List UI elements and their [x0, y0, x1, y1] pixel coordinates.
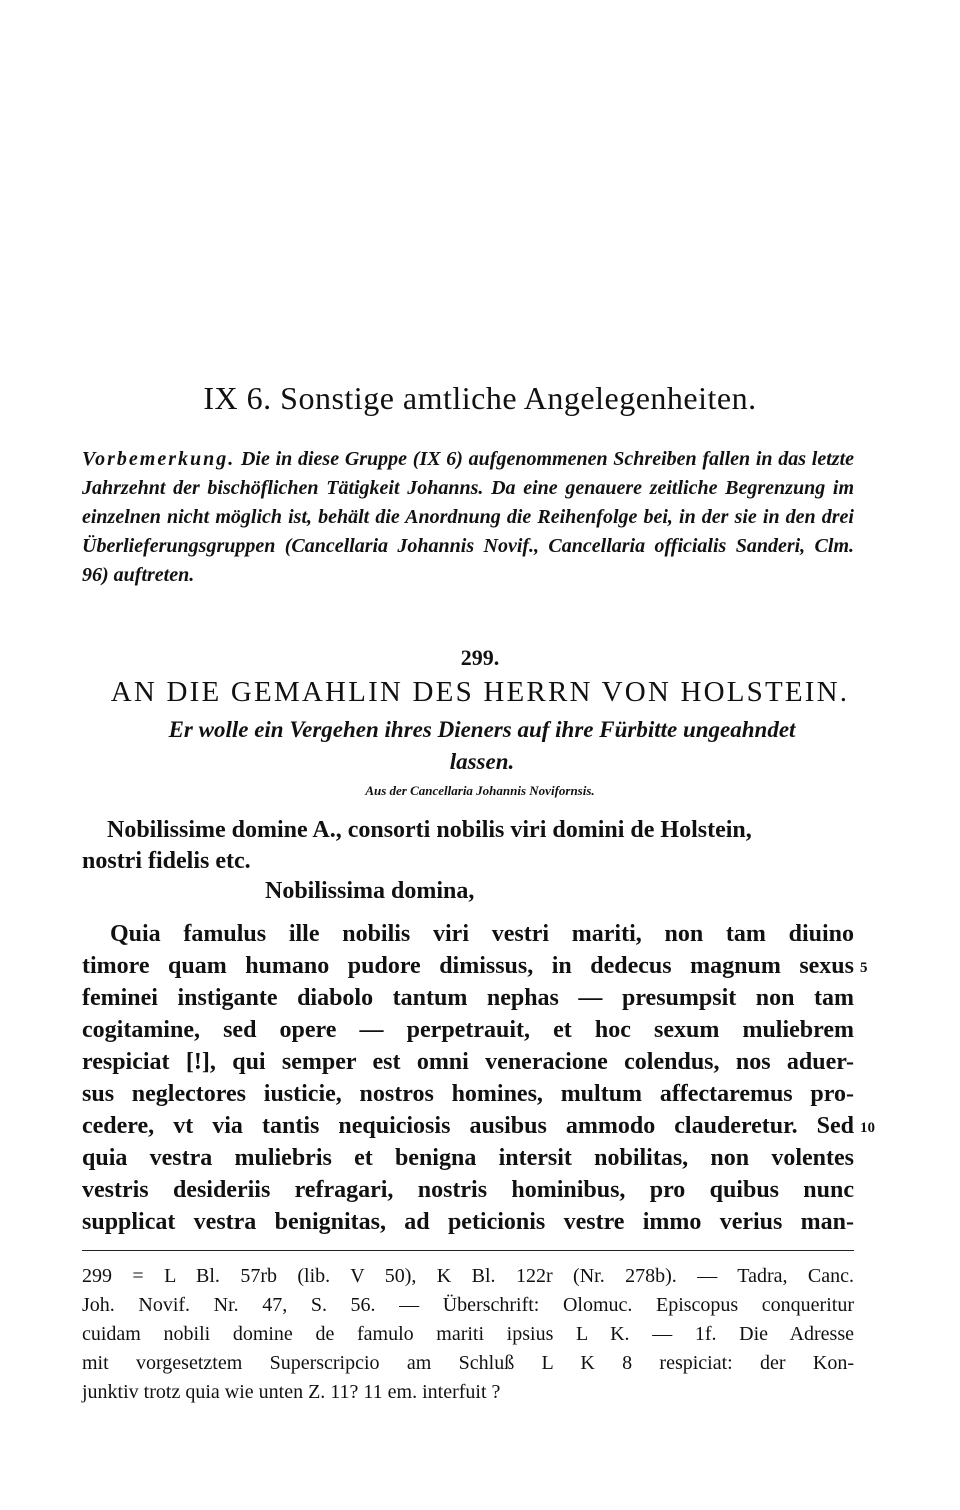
body-line: vestris desideriis refragari, nostris hominibus, pro quibus nunc	[82, 1177, 854, 1203]
body-line: Quia famulus ille nobilis viri vestri mariti, non tam diuino	[110, 921, 854, 947]
footnote-divider	[82, 1250, 854, 1251]
line-number-10: 10	[860, 1120, 875, 1136]
footnote-line: Joh. Novif. Nr. 47, S. 56. — Überschrift: Olomuc. Episcopus conqueritur	[82, 1294, 854, 1316]
body-line: cogitamine, sed opere — perpetrauit, et hoc sexum muliebrem	[82, 1017, 854, 1043]
body-line: cedere, vt via tantis nequiciosis ausibus ammodo clauderetur. Sed	[82, 1113, 854, 1139]
letter-body	[82, 918, 854, 1238]
body-line: respiciat [!], qui semper est omni veneracione colendus, nos aduer-	[82, 1049, 854, 1075]
footnote-line: cuidam nobili domine de famulo mariti ipsius L K. — 1f. Die Adresse	[82, 1323, 854, 1345]
salutation: Nobilissima domina,	[265, 878, 475, 904]
preliminary-note-label: Vorbemerkung.	[82, 448, 236, 470]
summary-line-1: Er wolle ein Vergehen ihres Dieners auf ihre Fürbitte ungeahndet	[168, 717, 796, 742]
document-summary	[82, 714, 882, 778]
address-line-1: Nobilissime domine A., consorti nobilis viri domini de Holstein,	[107, 817, 752, 843]
document-title: AN DIE GEMAHLIN DES HERRN VON HOLSTEIN.	[110, 676, 850, 708]
letter-address	[82, 815, 872, 877]
section-heading: IX 6. Sonstige amtliche Angelegenheiten.	[203, 380, 757, 416]
document-number: 299.	[460, 645, 500, 670]
line-number-5: 5	[860, 960, 868, 976]
body-line: supplicat vestra benignitas, ad peticionis vestre immo verius man-	[82, 1209, 854, 1235]
footnote-line: junktiv trotz quia wie unten Z. 11? 11 em. interfuit ?	[82, 1381, 501, 1403]
footnote-line: 299 = L Bl. 57rb (lib. V 50), K Bl. 122r (Nr. 278b). — Tadra, Canc.	[82, 1265, 854, 1287]
footnote-line: mit vorgesetztem Superscripcio am Schluß L K 8 respiciat: der Kon-	[82, 1352, 854, 1374]
summary-line-2: lassen.	[449, 749, 515, 774]
document-source: Aus der Cancellaria Johannis Novifornsis.	[365, 783, 595, 798]
body-line: timore quam humano pudore dimissus, in dedecus magnum sexus	[82, 953, 854, 979]
body-line: feminei instigante diabolo tantum nephas — presumpsit non tam	[82, 985, 854, 1011]
body-line: sus neglectores iusticie, nostros homines, multum affectaremus pro-	[82, 1081, 854, 1107]
address-line-2: nostri fidelis etc.	[82, 848, 251, 874]
footnotes	[82, 1262, 854, 1407]
preliminary-note	[82, 445, 854, 590]
body-line: quia vestra muliebris et benigna intersit nobilitas, non volentes	[82, 1145, 854, 1171]
preliminary-note-text: Die in diese Gruppe (IX 6) aufgenommenen Schreiben fallen in das letzte Jahrzehnt der bischöflichen Tätigkeit Johanns. Da eine genauere zeitliche Begrenzung im einzelnen nicht möglich ist, behält die Anordnung die Reihenfolge bei, in der sie in den drei Überlieferungsgruppen (Cancellaria Johannis Novif., Cancellaria officialis Sanderi, Clm. 96) auftreten.	[82, 448, 855, 586]
